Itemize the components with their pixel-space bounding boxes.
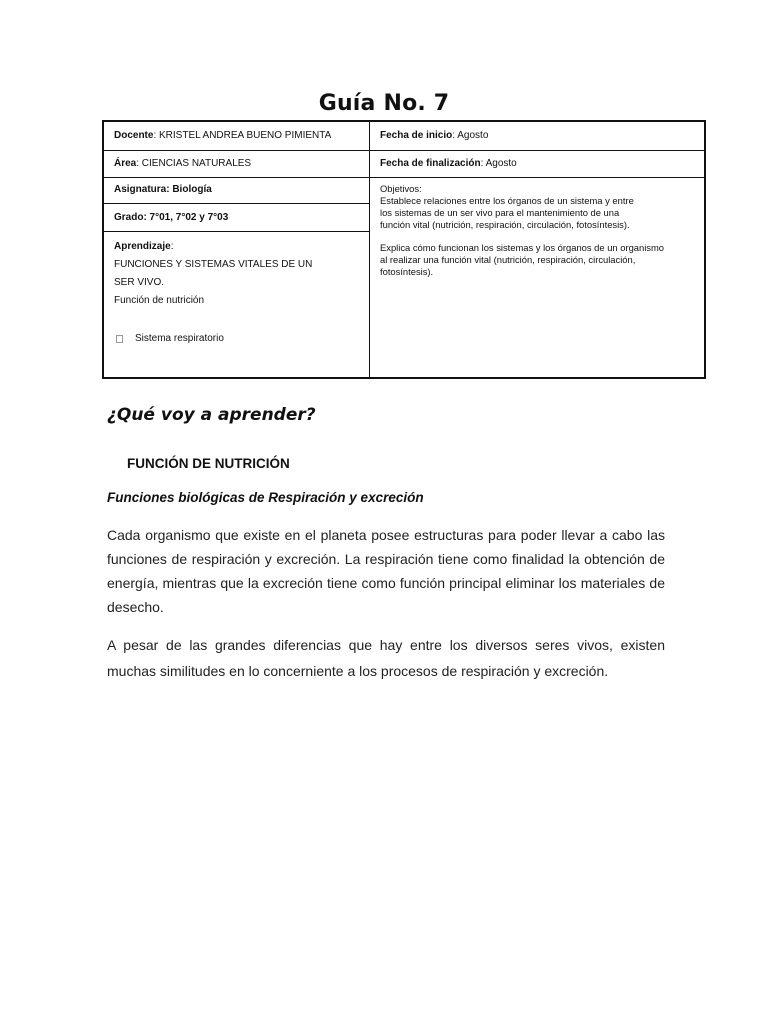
asignatura-label: Asignatura: Biología	[114, 184, 212, 195]
section-heading: FUNCIÓN DE NUTRICIÓN	[127, 456, 290, 471]
document-title: Guía No. 7	[318, 91, 450, 116]
objetivo-2-line-3: fotosíntesis).	[380, 266, 434, 277]
objetivo-1-line-1: Establece relaciones entre los órganos de un sistema y entre	[380, 195, 634, 206]
section-subheading: Funciones biológicas de Respiración y excreción	[107, 490, 424, 505]
objetivos-cell	[370, 178, 704, 377]
paragraph-1: Cada organismo que existe en el planeta posee estructuras para poder llevar a cabo las funciones de respiración y excreción. La respiración tiene como finalidad la obtención de energía, mientras que la excreción tiene como función principal eliminar los materiales de desecho.	[107, 527, 665, 615]
objetivo-1-line-3: función vital (nutrición, respiración, circulación, fotosíntesis).	[380, 219, 630, 230]
aprendizaje-label: Aprendizaje	[114, 241, 171, 252]
objetivo-2-line-1: Explica cómo funcionan los sistemas y los órganos de un organismo	[380, 242, 665, 253]
aprendizaje-line-1: FUNCIONES Y SISTEMAS VITALES DE UN	[114, 259, 313, 270]
section-question-heading: ¿Qué voy a aprender?	[107, 405, 316, 425]
fecha-inicio-value: : Agosto	[452, 130, 489, 141]
objetivo-1-line-2: los sistemas de un ser vivo para el mantenimiento de una	[380, 207, 620, 218]
aprendizaje-line-3: Función de nutrición	[114, 295, 205, 306]
aprendizaje-colon: :	[170, 241, 174, 252]
fecha-fin-label: Fecha de finalización	[380, 158, 481, 169]
fecha-fin-cell	[370, 151, 704, 178]
docente-value: : KRISTEL ANDREA BUENO PIMIENTA	[153, 130, 332, 141]
aprendizaje-cell	[104, 232, 369, 377]
table-right-column	[370, 122, 704, 377]
area-value: : CIENCIAS NATURALES	[136, 158, 252, 169]
docente-label: Docente	[114, 130, 154, 141]
fecha-inicio-cell	[370, 122, 704, 151]
docente-cell	[104, 122, 369, 151]
fecha-fin-value: : Agosto	[480, 158, 517, 169]
grado-label: Grado: 7°01, 7°02 y 7°03	[114, 212, 229, 223]
aprendizaje-bullet-text: Sistema respiratorio	[135, 333, 224, 344]
area-cell	[104, 151, 369, 178]
objetivo-2-line-2: al realizar una función vital (nutrición, respiración, circulación,	[380, 254, 636, 265]
aprendizaje-line-2: SER VIVO.	[114, 277, 165, 288]
bullet-box-icon	[116, 335, 123, 343]
paragraph-2: A pesar de las grandes diferencias que hay entre los diversos seres vivos, existen muchas similitudes en lo concerniente a los procesos de respiración y excreción.	[107, 637, 665, 679]
aprendizaje-bullet-item	[114, 330, 359, 348]
fecha-inicio-label: Fecha de inicio	[380, 130, 453, 141]
asignatura-cell	[104, 178, 369, 204]
course-info-table	[102, 120, 706, 379]
objetivos-label: Objetivos:	[380, 183, 422, 194]
area-label: Área	[114, 158, 137, 169]
grado-cell	[104, 204, 369, 232]
table-left-column	[104, 122, 370, 377]
